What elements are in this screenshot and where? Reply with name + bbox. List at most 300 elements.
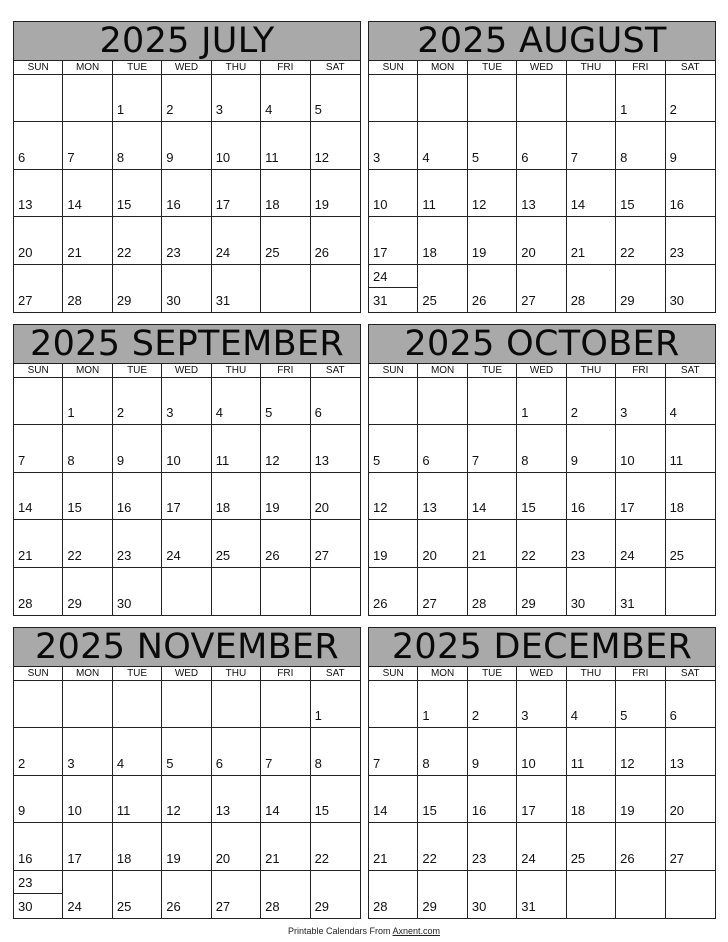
day-cell (418, 776, 467, 823)
day-cell (113, 871, 162, 918)
day-number: 3 (215, 102, 223, 118)
day-number: 2 (116, 405, 125, 421)
day-number: 26 (471, 293, 487, 308)
day-number: 16 (116, 500, 132, 516)
day-number: 4 (422, 149, 430, 165)
day-cell (418, 520, 467, 567)
day-cell (517, 728, 566, 775)
day-number: 23 (18, 875, 33, 891)
day-number: 25 (570, 850, 586, 866)
day-number: 14 (18, 500, 33, 516)
month-calendar (368, 324, 716, 616)
day-cell (14, 823, 63, 870)
weekday-label: THU (212, 364, 261, 377)
day-cell (14, 170, 63, 217)
day-cell (468, 265, 517, 312)
day-cell (418, 378, 467, 425)
day-number: 18 (215, 500, 231, 516)
day-cell (369, 170, 418, 217)
day-cell (616, 122, 665, 169)
month-calendar (13, 324, 361, 616)
day-number: 28 (471, 596, 487, 611)
day-cell (212, 728, 261, 775)
day-number: 28 (265, 899, 280, 914)
day-cell (369, 520, 418, 567)
day-cell (212, 75, 261, 122)
day-number: 15 (422, 803, 437, 819)
weekday-label: WED (517, 667, 566, 680)
day-number: 17 (215, 197, 231, 213)
day-cell (369, 776, 418, 823)
split-upper (14, 871, 62, 895)
day-cell (666, 122, 715, 169)
day-cell (369, 217, 418, 264)
day-number: 9 (471, 755, 480, 771)
day-cell (63, 776, 112, 823)
day-number: 18 (265, 197, 280, 213)
weekday-label: WED (517, 364, 566, 377)
day-cell (517, 776, 566, 823)
weekday-label: MON (63, 667, 112, 680)
day-number: 15 (521, 500, 536, 516)
month-title: 2025 OCTOBER (369, 325, 715, 364)
day-number: 14 (471, 500, 487, 516)
day-cell (14, 728, 63, 775)
day-number: 8 (521, 452, 529, 468)
day-cell (63, 728, 112, 775)
day-cell (261, 728, 310, 775)
day-number: 8 (314, 755, 322, 771)
day-number: 12 (620, 755, 635, 771)
day-number: 7 (18, 452, 26, 468)
day-cell (113, 122, 162, 169)
weekday-label: THU (567, 364, 616, 377)
weekday-label: FRI (616, 364, 665, 377)
day-cell (212, 217, 261, 264)
day-cell (517, 681, 566, 728)
day-number: 30 (669, 293, 685, 308)
day-number: 10 (620, 452, 635, 468)
day-cell (311, 823, 360, 870)
month-title: 2025 DECEMBER (369, 628, 715, 667)
day-number: 13 (422, 500, 437, 516)
day-number: 7 (570, 149, 578, 165)
day-cell (468, 520, 517, 567)
day-number: 13 (18, 197, 33, 213)
day-cell (212, 170, 261, 217)
weekday-label: SAT (325, 365, 345, 376)
day-number: 5 (373, 452, 381, 468)
day-cell (63, 681, 112, 728)
day-cell (517, 122, 566, 169)
day-number: 10 (67, 803, 82, 819)
day-number: 24 (67, 899, 82, 914)
day-cell (468, 681, 517, 728)
day-cell (418, 217, 467, 264)
day-cell (567, 378, 616, 425)
day-number: 3 (620, 405, 628, 421)
day-cell (162, 378, 211, 425)
day-number: 25 (422, 293, 437, 308)
day-cell (14, 425, 63, 472)
day-number: 25 (265, 244, 280, 260)
weekday-label: SAT (680, 62, 700, 73)
day-cell (14, 473, 63, 520)
day-cell (14, 378, 63, 425)
day-cell (311, 776, 360, 823)
day-cell (418, 122, 467, 169)
day-cell (666, 265, 715, 312)
day-cell (261, 217, 310, 264)
day-number: 17 (166, 500, 181, 516)
day-number: 30 (18, 899, 33, 914)
day-cell (418, 681, 467, 728)
weekday-label: MON (63, 364, 112, 377)
day-cell (311, 170, 360, 217)
day-number: 19 (620, 803, 635, 819)
day-number: 24 (215, 244, 231, 260)
day-cell (567, 473, 616, 520)
day-cell (666, 75, 715, 122)
day-cell (418, 265, 467, 312)
day-cell (418, 823, 467, 870)
day-grid (369, 378, 715, 615)
day-cell (567, 425, 616, 472)
day-cell (468, 728, 517, 775)
day-number: 13 (669, 755, 685, 771)
day-cell (311, 568, 360, 615)
day-number: 31 (620, 596, 635, 611)
day-number: 27 (18, 293, 33, 308)
weekday-header (14, 667, 360, 681)
day-cell (468, 776, 517, 823)
day-number: 29 (422, 899, 437, 914)
weekday-label: SUN (14, 364, 63, 377)
month-calendar (13, 627, 361, 919)
day-number: 21 (471, 547, 487, 563)
day-number: 30 (471, 899, 487, 914)
day-cell (162, 776, 211, 823)
day-cell (567, 265, 616, 312)
day-cell (468, 170, 517, 217)
day-cell (616, 378, 665, 425)
day-number: 27 (422, 596, 437, 611)
day-number: 25 (215, 547, 231, 563)
day-number: 4 (669, 405, 677, 421)
day-cell (162, 473, 211, 520)
day-number: 8 (67, 452, 75, 468)
day-cell (369, 265, 418, 312)
weekday-label: SAT (325, 668, 345, 679)
day-cell (369, 122, 418, 169)
day-number: 19 (166, 850, 181, 866)
weekday-label: SAT (680, 668, 700, 679)
day-cell (616, 776, 665, 823)
day-cell (567, 568, 616, 615)
day-number: 14 (67, 197, 82, 213)
day-cell (113, 473, 162, 520)
day-number: 5 (620, 708, 628, 724)
day-cell (14, 75, 63, 122)
footer-link[interactable]: Axnent.com (392, 926, 441, 936)
weekday-label: TUE (468, 61, 517, 74)
day-number: 30 (570, 596, 586, 611)
day-number: 16 (166, 197, 181, 213)
weekday-label: WED (162, 667, 211, 680)
day-cell (162, 568, 211, 615)
day-number: 3 (166, 405, 174, 421)
day-cell (162, 122, 211, 169)
day-cell (162, 265, 211, 312)
weekday-label: TUE (113, 667, 162, 680)
day-cell (162, 823, 211, 870)
day-number: 6 (669, 708, 677, 724)
day-number: 14 (265, 803, 280, 819)
day-cell (113, 776, 162, 823)
day-number: 8 (422, 755, 430, 771)
day-number: 15 (314, 803, 330, 819)
day-number: 29 (314, 899, 330, 914)
day-cell (567, 170, 616, 217)
day-cell (666, 473, 715, 520)
day-cell (616, 568, 665, 615)
day-cell (212, 871, 261, 918)
day-number: 17 (521, 803, 536, 819)
day-number: 5 (166, 755, 174, 771)
day-cell (468, 217, 517, 264)
day-number: 9 (116, 452, 125, 468)
day-cell (418, 871, 467, 918)
day-cell (261, 823, 310, 870)
day-cell (63, 378, 112, 425)
day-number: 8 (620, 149, 628, 165)
day-number: 11 (570, 755, 585, 771)
day-cell (567, 75, 616, 122)
day-cell (567, 776, 616, 823)
day-cell (14, 265, 63, 312)
day-cell (369, 568, 418, 615)
weekday-label: FRI (261, 364, 310, 377)
weekday-header (369, 667, 715, 681)
day-number: 21 (67, 244, 82, 260)
day-cell (369, 425, 418, 472)
day-cell (468, 871, 517, 918)
day-cell (261, 122, 310, 169)
day-cell (14, 122, 63, 169)
day-cell (517, 473, 566, 520)
weekday-label: SUN (369, 364, 418, 377)
day-number: 10 (521, 755, 536, 771)
weekday-label: FRI (616, 61, 665, 74)
day-cell (369, 378, 418, 425)
day-grid (14, 75, 360, 312)
day-cell (666, 520, 715, 567)
day-grid (369, 75, 715, 312)
weekday-label: SUN (14, 667, 63, 680)
weekday-label: SAT (680, 365, 700, 376)
weekday-label: THU (567, 667, 616, 680)
day-number: 18 (116, 850, 132, 866)
day-number: 7 (373, 755, 381, 771)
day-number: 4 (116, 755, 125, 771)
weekday-header (369, 364, 715, 378)
day-cell (162, 425, 211, 472)
day-number: 29 (620, 293, 635, 308)
day-cell (517, 425, 566, 472)
day-number: 23 (570, 547, 586, 563)
day-cell (212, 265, 261, 312)
day-number: 24 (373, 269, 388, 285)
day-cell (616, 75, 665, 122)
day-number: 20 (521, 244, 536, 260)
day-number: 1 (521, 405, 529, 421)
weekday-label: MON (418, 61, 467, 74)
day-cell (63, 520, 112, 567)
day-number: 26 (314, 244, 330, 260)
weekday-header (14, 364, 360, 378)
weekday-label: FRI (616, 667, 665, 680)
day-cell (162, 871, 211, 918)
day-cell (212, 776, 261, 823)
day-cell (261, 170, 310, 217)
day-number: 20 (314, 500, 330, 516)
day-cell (666, 823, 715, 870)
weekday-label: THU (567, 61, 616, 74)
day-cell (666, 871, 715, 918)
weekday-label: THU (212, 61, 261, 74)
weekday-label: SUN (369, 667, 418, 680)
day-number: 1 (422, 708, 430, 724)
month-title: 2025 JULY (14, 22, 360, 61)
day-cell (113, 170, 162, 217)
day-number: 17 (67, 850, 82, 866)
day-cell (616, 473, 665, 520)
day-cell (311, 122, 360, 169)
month-title: 2025 SEPTEMBER (14, 325, 360, 364)
day-number: 21 (570, 244, 586, 260)
day-number: 6 (215, 755, 223, 771)
month-calendar (368, 627, 716, 919)
day-number: 23 (471, 850, 487, 866)
day-cell (616, 728, 665, 775)
day-cell (311, 265, 360, 312)
day-number: 28 (570, 293, 586, 308)
day-cell (162, 681, 211, 728)
day-cell (567, 871, 616, 918)
day-number: 22 (422, 850, 437, 866)
day-number: 28 (373, 899, 388, 914)
day-number: 16 (471, 803, 487, 819)
month-title: 2025 AUGUST (369, 22, 715, 61)
day-cell (369, 728, 418, 775)
day-number: 16 (669, 197, 685, 213)
weekday-label: FRI (261, 667, 310, 680)
day-number: 9 (18, 803, 26, 819)
day-cell (162, 170, 211, 217)
day-number: 12 (265, 452, 280, 468)
day-number: 4 (570, 708, 578, 724)
weekday-label: SUN (14, 61, 63, 74)
day-number: 15 (116, 197, 132, 213)
day-cell (14, 871, 63, 918)
day-number: 12 (314, 149, 330, 165)
day-cell (113, 823, 162, 870)
day-cell (261, 681, 310, 728)
day-number: 1 (620, 102, 628, 118)
day-number: 22 (314, 850, 330, 866)
day-number: 29 (116, 293, 132, 308)
weekday-header (14, 61, 360, 75)
day-number: 25 (669, 547, 685, 563)
day-number: 28 (67, 293, 82, 308)
day-number: 3 (373, 149, 381, 165)
day-number: 9 (669, 149, 677, 165)
day-cell (212, 568, 261, 615)
day-cell (162, 520, 211, 567)
day-number: 21 (265, 850, 280, 866)
day-cell (616, 681, 665, 728)
weekday-label: MON (418, 364, 467, 377)
day-number: 2 (570, 405, 578, 421)
day-number: 17 (620, 500, 635, 516)
day-cell (369, 75, 418, 122)
day-number: 18 (669, 500, 685, 516)
day-cell (113, 75, 162, 122)
day-cell (113, 265, 162, 312)
day-number: 5 (314, 102, 322, 118)
day-number: 26 (166, 899, 181, 914)
weekday-header (369, 61, 715, 75)
day-number: 22 (620, 244, 635, 260)
day-number: 11 (422, 197, 436, 213)
month-title: 2025 NOVEMBER (14, 628, 360, 667)
day-cell (369, 681, 418, 728)
day-cell (468, 568, 517, 615)
day-cell (616, 823, 665, 870)
day-cell (14, 681, 63, 728)
day-number: 14 (570, 197, 586, 213)
day-number: 2 (669, 102, 677, 118)
day-cell (517, 871, 566, 918)
day-cell (418, 728, 467, 775)
day-cell (616, 217, 665, 264)
day-cell (261, 520, 310, 567)
day-number: 19 (373, 547, 388, 563)
day-number: 9 (570, 452, 578, 468)
day-cell (63, 75, 112, 122)
day-number: 7 (67, 149, 75, 165)
day-cell (468, 75, 517, 122)
day-cell (63, 473, 112, 520)
day-number: 6 (422, 452, 430, 468)
day-cell (567, 217, 616, 264)
day-cell (616, 170, 665, 217)
day-number: 13 (314, 452, 330, 468)
day-cell (517, 75, 566, 122)
day-number: 10 (166, 452, 181, 468)
day-number: 20 (422, 547, 437, 563)
weekday-label: TUE (468, 667, 517, 680)
day-number: 24 (521, 850, 536, 866)
day-number: 1 (314, 708, 322, 724)
day-cell (311, 425, 360, 472)
day-cell (666, 378, 715, 425)
day-number: 12 (471, 197, 487, 213)
day-cell (567, 122, 616, 169)
day-cell (666, 728, 715, 775)
day-cell (311, 75, 360, 122)
day-cell (468, 425, 517, 472)
